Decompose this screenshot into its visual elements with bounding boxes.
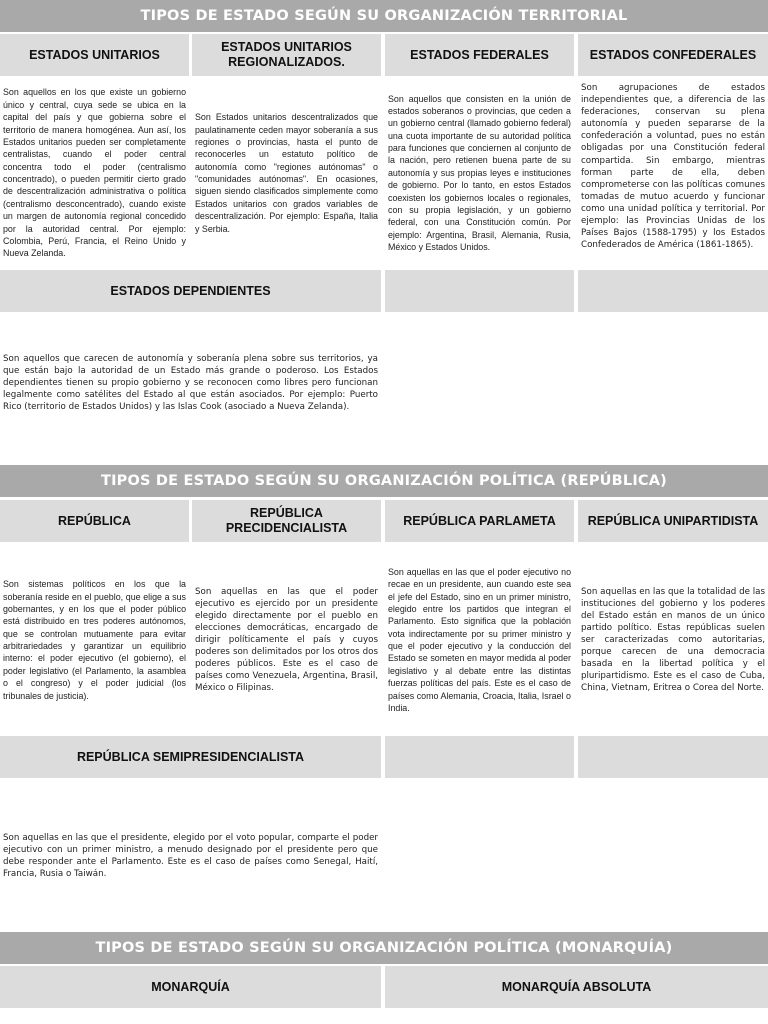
header-estados-federales: ESTADOS FEDERALES — [385, 34, 574, 76]
body-republica: Son sistemas políticos en los que la soberanía reside en el pueblo, que elige a sus gobernantes, y en los que el poder público está distribuido en tres poderes autónomos, que se controlan mutuamente para evitar arbitrariedades y garantizar un equilibrio interno: el poder ejecutivo (el gobierno), el poder legislativo (el Parlamento, la asamblea o el congreso) y el poder judicial (los tribunales de justicia). — [3, 579, 186, 701]
header-estados-dependientes: ESTADOS DEPENDIENTES — [0, 270, 381, 312]
body-republica-parlamentaria: Son aquellas en las que el poder ejecutivo no recae en un presidente, aun cuando este sea el jefe del Estado, sino en un primer ministro, elegido entre los partidos que integran el Parlamento. Esto significa que la población vota indirectamente por su primer ministro y que el poder ejecutivo y la conducción del Estado se someten en mayor medida al poder legislativo y al debate entre las distintas fuerzas políticas del país. Este es el caso de países como Alemania, Croacia, Italia, Israel o India. — [388, 566, 571, 713]
republica-section-title: TIPOS DE ESTADO SEGÚN SU ORGANIZACIÓN POLÍTICA (REPÚBLICA) — [0, 465, 768, 497]
header-estados-confederales: ESTADOS CONFEDERALES — [578, 34, 768, 76]
header-republica: REPÚBLICA — [0, 500, 189, 542]
header-republica-semipresidencialista: REPÚBLICA SEMIPRESIDENCIALISTA — [0, 736, 381, 778]
header-republica-parlamentaria: REPÚBLICA PARLAMETA — [385, 500, 574, 542]
body-estados-unitarios-regionalizados: Son Estados unitarios descentralizados que paulatinamente ceden mayor soberanía a sus regiones o provincias, hasta el punto de reconocerles un estatuto político de autonomía como "regiones autónomas" o "comunidades autónomas". En ocasiones, siguen siendo clasificados simplemente como Estados unitarios con grados variables de descentralización. Por ejemplo: España, Italia y Serbia. — [195, 112, 378, 234]
body-republica-unipartidista: Son aquellas en las que la totalidad de las instituciones del gobierno y los poderes del Estado están en manos de un único partido político. Estas repúblicas suelen ser caracterizadas como autoritarias, porque carecen de una democracia basada en la libertad política y el pluripartidismo. Este es el caso de Cuba, China, Vietnam, Eritrea o Corea del Norte. — [581, 586, 765, 694]
body-republica-presidencialista: Son aquellas en las que el poder ejecutivo es ejercido por un presidente elegido directamente por el pueblo en elecciones democráticas, encargado de dirigir políticamente el país y cuyos poderes son delimitados por los otros dos poderes públicos. Este es el caso de países como Venezuela, Argentina, Brasil, México o Filipinas. — [195, 586, 378, 694]
header-estados-unitarios: ESTADOS UNITARIOS — [0, 34, 189, 76]
body-estados-unitarios: Son aquellos en los que existe un gobierno único y central, cuya sede se ubica en la capital del país y que gobierna sobre el territorio de manera homogénea. Aun así, los Estados unitarios pueden ser completamente centralistas, cuando el poder central concentra todo el poder (centralismo concentrado), o pueden permitir cierto grado de descentralización administrativa o política (centralismo desconcentrado), cuando existe un margen de autonomía regional concedido por la autoridad central. Por ejemplo: Colombia, Perú, Francia, el Reino Unido y Nueva Zelanda. — [3, 87, 186, 259]
body-estados-confederales: Son agrupaciones de estados independientes que, a diferencia de las federaciones, conservan su plena autonomía y pueden separarse de la confederación a voluntad, pues no están obligadas por una Constitución federal compartida. Sin embargo, mientras forman parte de ella, deben comprometerse con las políticas comunes tomadas de mutuo acuerdo y funcionar como una unidad política y territorial. Por ejemplo: las Provincias Unidas de los Países Bajos (1588-1795) y los Estados Confederados de América (1861-1865). — [581, 83, 765, 251]
territorial-section-title: TIPOS DE ESTADO SEGÚN SU ORGANIZACIÓN TERRITORIAL — [0, 0, 768, 32]
monarquia-section-title: TIPOS DE ESTADO SEGÚN SU ORGANIZACIÓN POLÍTICA (MONARQUÍA) — [0, 932, 768, 964]
empty-header-cell — [578, 736, 768, 778]
empty-header-cell — [385, 270, 574, 312]
header-estados-unitarios-regionalizados: ESTADOS UNITARIOS REGIONALIZADOS. — [192, 34, 381, 76]
header-monarquia-absoluta: MONARQUÍA ABSOLUTA — [385, 966, 768, 1008]
body-estados-dependientes: Son aquellos que carecen de autonomía y soberanía plena sobre sus territorios, ya que están bajo la autoridad de un Estado más grande o poderoso. Los Estados dependientes tienen su propio gobierno y se reconocen como libres pero funcionan legalmente como satélites del Estado al que están asociados. Por ejemplo: Puerto Rico (territorio de Estados Unidos) y las Islas Cook (asociado a Nueva Zelanda). — [3, 353, 378, 413]
header-republica-unipartidista: REPÚBLICA UNIPARTIDISTA — [578, 500, 768, 542]
body-republica-semipresidencialista: Son aquellas en las que el presidente, elegido por el voto popular, comparte el poder ejecutivo con un primer ministro, a menudo designado por el presidente pero que debe responder ante el Parlamento. Este es el caso de países como Senegal, Haití, Francia, Rusia o Taiwán. — [3, 832, 378, 880]
header-republica-presidencialista: REPÚBLICA PRECIDENCIALISTA — [192, 500, 381, 542]
empty-header-cell — [385, 736, 574, 778]
header-monarquia: MONARQUÍA — [0, 966, 381, 1008]
body-estados-federales: Son aquellos que consisten en la unión de estados soberanos o provincias, que ceden a un gobierno central (llamado gobierno federal) una cuota importante de su autoridad política para funciones que conciernen al conjunto de la nación, pero retienen buena parte de su autonomía y sus propias leyes e instituciones de gobierno. Por lo tanto, en estos Estados coexisten los gobiernos locales o regionales, con su propia legislación, y un gobierno federal, con una Constitución común. Por ejemplo: Argentina, Brasil, Alemania, Rusia, México y Estados Unidos. — [388, 93, 571, 253]
empty-header-cell — [578, 270, 768, 312]
